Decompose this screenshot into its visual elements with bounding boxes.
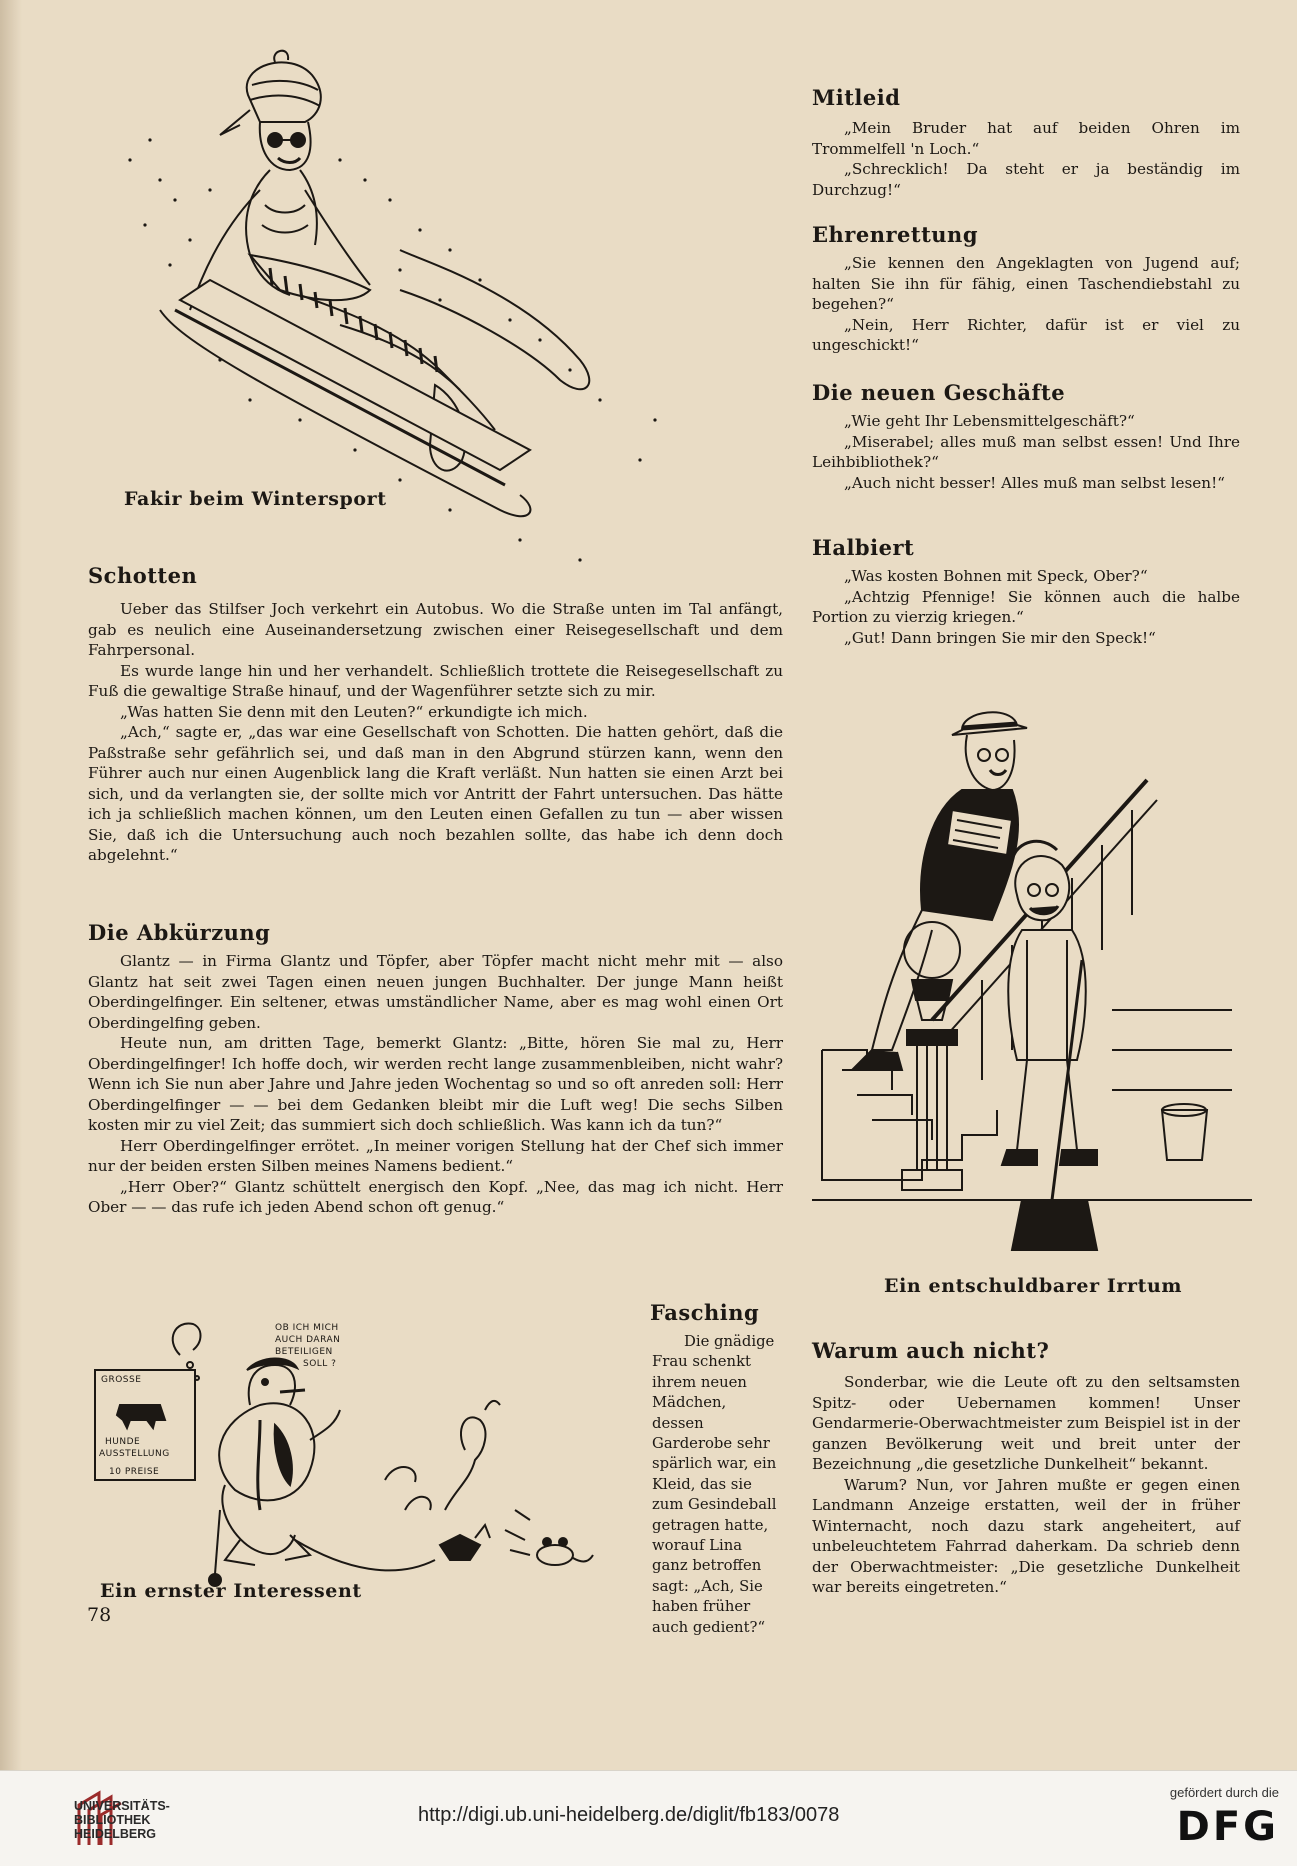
halbiert-paragraph-1: „Was kosten Bohnen mit Speck, Ober?“ [844, 567, 1148, 585]
geschaefte-paragraph-1: „Wie geht Ihr Lebensmittelgeschäft?“ [844, 412, 1135, 430]
funded-by-label: gefördert durch die [1169, 1785, 1279, 1800]
speech-line-1: OB ICH MICH [275, 1323, 339, 1333]
halbiert-paragraph-2: „Achtzig Pfennige! Sie können auch die halbe Portion zu vierzig kriegen.“ [812, 587, 1240, 626]
abkuerzung-heading: Die Abkürzung [88, 920, 271, 945]
warum-heading: Warum auch nicht? [812, 1338, 1050, 1363]
dfg-logo: DFG [1176, 1804, 1279, 1850]
ehrenrettung-paragraph-2: „Nein, Herr Richter, dafür ist er viel zu ungeschickt!“ [812, 315, 1240, 354]
ehrenrettung-text [812, 253, 1240, 356]
stairs-illustration [812, 690, 1252, 1260]
speech-line-4: SOLL ? [303, 1359, 337, 1369]
warum-paragraph-1: Sonderbar, wie die Leute oft zu den seltsamsten Spitz- oder Uebernamen kommen! Unser Gendarmerie-Oberwachtmeister zum Beispiel ist in der ganzen Bevölkerung weit und breit unter der Bezeichnung „die gesetzliche Dunkelheit“ bekannt. [812, 1373, 1240, 1473]
abkuerzung-text [88, 951, 783, 1218]
viewer-footer [0, 1770, 1297, 1866]
page-number: 78 [87, 1604, 112, 1626]
fakir-caption: Fakir beim Wintersport [124, 488, 387, 510]
fasching-text [652, 1332, 780, 1638]
geschaefte-text [812, 411, 1240, 493]
schotten-paragraph-3: „Was hatten Sie denn mit den Leuten?“ erkundigte ich mich. [120, 702, 588, 721]
stairs-caption: Ein entschuldbarer Irrtum [884, 1275, 1183, 1297]
poster-word-3: AUSSTELLUNG [99, 1449, 170, 1459]
mitleid-text [812, 118, 1240, 200]
poster-word-4: 10 PREISE [109, 1467, 160, 1477]
institution-line-2: BIBLIOTHEK [74, 1813, 151, 1827]
permalink-url[interactable]: http://digi.ub.uni-heidelberg.de/diglit/fb183/0078 [418, 1804, 840, 1826]
institution-line-1: UNIVERSITÄTS- [74, 1799, 170, 1813]
mitleid-paragraph-2: „Schrecklich! Da steht er ja beständig im Durchzug!“ [812, 160, 1240, 199]
ehrenrettung-paragraph-1: „Sie kennen den Angeklagten von Jugend auf; halten Sie ihn für fähig, einen Taschendiebstahl zu begehen?“ [812, 254, 1240, 313]
poster-word-1: GROSSE [101, 1375, 142, 1385]
halbiert-paragraph-3: „Gut! Dann bringen Sie mir den Speck!“ [844, 628, 1156, 647]
page-fold-shadow [0, 0, 22, 1770]
poster-word-2: HUNDE [105, 1437, 141, 1447]
mitleid-paragraph-1: „Mein Bruder hat auf beiden Ohren im Trommelfell 'n Loch.“ [812, 119, 1240, 158]
funder-block [1170, 1785, 1279, 1850]
warum-paragraph-2: Warum? Nun, vor Jahren mußte er gegen einen Landmann Anzeige erstatten, weil der in früher Winternacht, noch dazu stark angeheitert, auf unbeleuchtetem Fahrrad daherkam. Da schrieb denn der Oberwachtmeister: „Die gesetzliche Dunkelheit war bereits eingetreten.“ [812, 1475, 1240, 1596]
geschaefte-paragraph-2: „Miserabel; alles muß man selbst essen! Und Ihre Leihbibliothek?“ [812, 432, 1240, 471]
poster-frame [95, 1370, 195, 1480]
schotten-paragraph-1: Ueber das Stilfser Joch verkehrt ein Autobus. Wo die Straße unten im Tal anfängt, gab es neulich eine Auseinandersetzung zwischen einer Reisegesellschaft und dem Fahrpersonal. [88, 600, 783, 659]
abkuerzung-paragraph-3: Herr Oberdingelfinger errötet. „In meiner vorigen Stellung hat der Chef sich immer nur der beiden ersten Silben meines Namens bedient.“ [88, 1136, 783, 1175]
schotten-text [88, 599, 783, 866]
geschaefte-heading: Die neuen Geschäfte [812, 380, 1066, 405]
dog-show-caption: Ein ernster Interessent [100, 1580, 362, 1602]
warum-text [812, 1372, 1240, 1598]
institution-line-3: HEIDELBERG [74, 1827, 156, 1841]
mitleid-heading: Mitleid [812, 85, 901, 110]
schotten-paragraph-2: Es wurde lange hin und her verhandelt. Schließlich trottete die Reisegesellschaft zu Fuß die gewaltige Straße hinauf, und der Wagenführer setzte sich zu mir. [88, 661, 783, 700]
fasching-heading: Fasching [650, 1300, 760, 1325]
ehrenrettung-heading: Ehrenrettung [812, 222, 979, 247]
schotten-paragraph-4: „Ach,“ sagte er, „das war eine Gesellschaft von Schotten. Die hatten gehört, daß die Paßstraße sehr gefährlich sei, und daß man in den Abgrund stürzen kann, wenn den Führer auch nur einen Augenblick lang die Kraft verläßt. Nun hatten sie einen Arzt bei sich, und da verlangten sie, der sollte mich vor Antritt der Fahrt untersuchen. Das hätte ich ja schließlich machen können, um den Leuten einen Gefallen zu tun — aber wissen Sie, daß ich die Untersuchung auch noch bezahlen sollte, das habe ich denn doch abgelehnt.“ [88, 723, 783, 864]
geschaefte-paragraph-3: „Auch nicht besser! Alles muß man selbst lesen!“ [844, 473, 1225, 492]
schotten-heading: Schotten [88, 563, 198, 588]
speech-line-3: BETEILIGEN [275, 1347, 333, 1357]
speech-line-2: AUCH DARAN [275, 1335, 341, 1345]
institution-name [74, 1799, 170, 1841]
halbiert-text [812, 566, 1240, 648]
dog-show-illustration [85, 1310, 615, 1580]
abkuerzung-paragraph-1: Glantz — in Firma Glantz und Töpfer, aber Töpfer macht nicht mehr mit — also Glantz hat seit zwei Tagen einen neuen jungen Buchhalter. Der junge Mann heißt Oberdingelfinger. Ein seltener, etwas umständlicher Name, aber es mag wohl einen Ort Oberdingelfing geben. [88, 952, 783, 1032]
fasching-paragraph-1: Die gnädige Frau schenkt ihrem neuen Mädchen, dessen Garderobe sehr spärlich war, ein Kleid, das sie zum Gesindeball getragen hatte, worauf Lina ganz betroffen sagt: „Ach, Sie haben früher auch gedient?“ [652, 1333, 777, 1636]
abkuerzung-paragraph-2: Heute nun, am dritten Tage, bemerkt Glantz: „Bitte, hören Sie mal zu, Herr Oberdingelfinger! Ich hoffe doch, wir werden recht lange zusammenbleiben, nicht wahr? Wenn ich Sie nun aber Jahre und Jahre jeden Wochentag so und so oft anreden soll: Herr Oberdingelfinger — — bei dem Gedanken bleibt mir die Luft weg! Die sechs Silben kosten mir zu viel Zeit; das summiert sich doch schließlich. Was kann ich da tun?“ [88, 1034, 783, 1134]
abkuerzung-paragraph-4: „Herr Ober?“ Glantz schüttelt energisch den Kopf. „Nee, das mag ich nicht. Herr Ober — — das rufe ich jeden Abend schon oft genug.“ [88, 1177, 783, 1216]
halbiert-heading: Halbiert [812, 535, 915, 560]
